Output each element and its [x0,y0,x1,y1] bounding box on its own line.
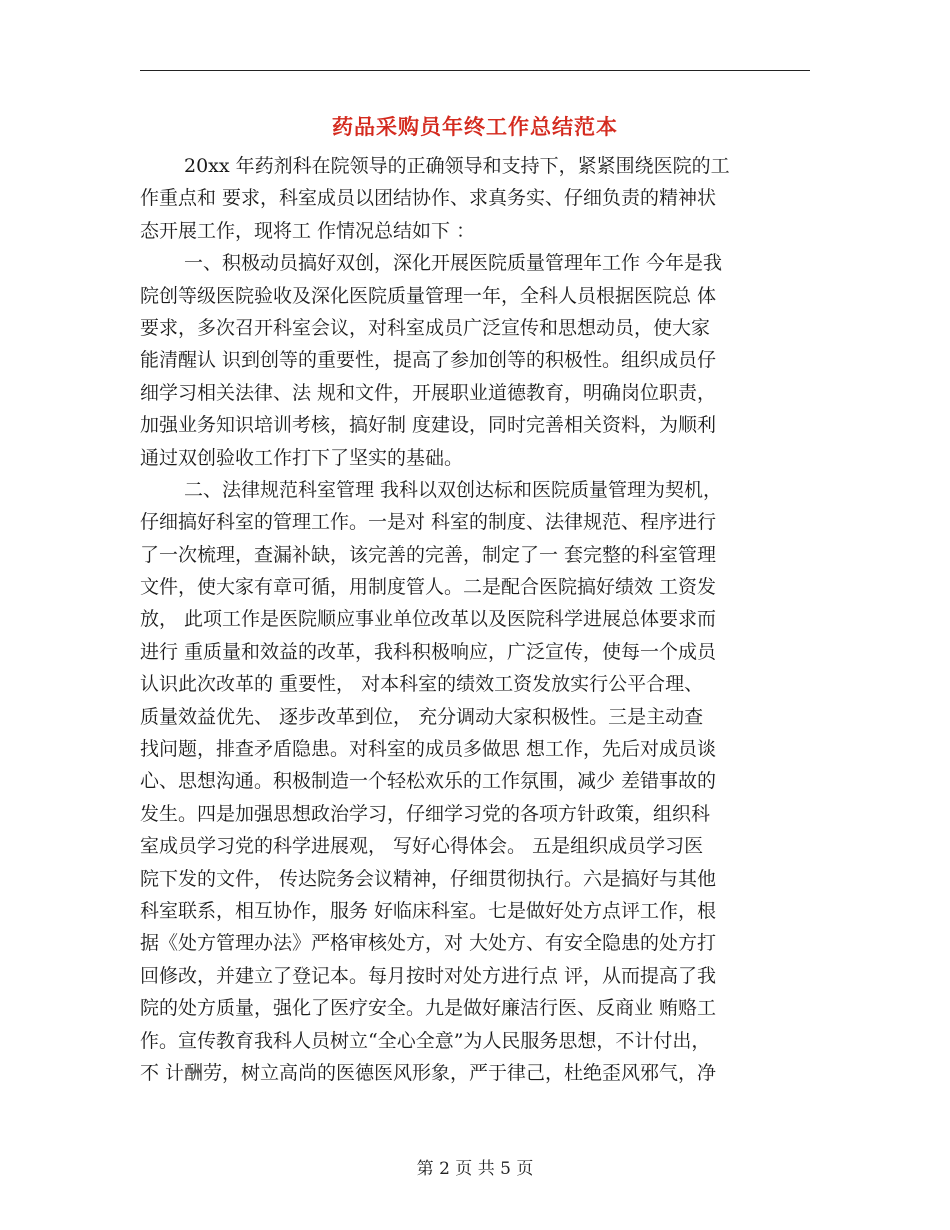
paragraph-line: 放， 此项工作是医院顺应事业单位改革以及医院科学进展总体要求而 [140,608,717,631]
paragraph-line: 仔细搞好科室的管理工作。一是对 科室的制度、法律规范、程序进行 [140,511,717,534]
paragraph-line: 20xx 年药剂科在院领导的正确领导和支持下，紧紧围绕医院的工 [184,155,730,177]
paragraph-line: 细学习相关法律、法 规和文件，开展职业道德教育，明确岗位职责， [140,381,717,404]
paragraph-line: 加强业务知识培训考核，搞好制 度建设，同时完善相关资料，为顺利 [140,414,717,437]
page-number-footer: 第 2 页 共 5 页 [416,1159,534,1179]
paragraph-line: 院下发的文件， 传达院务会议精神，仔细贯彻执行。六是搞好与其他 [140,867,717,890]
paragraph-line: 心、思想沟通。积极制造一个轻松欢乐的工作氛围，减少 差错事故的 [140,770,717,793]
paragraph-line: 二、法律规范科室管理 我科以双创达标和医院质量管理为契机， [184,478,723,501]
paragraph-line: 室成员学习党的科学进展观， 写好心得体会。 五是组织成员学习医 [140,835,704,858]
header-rule [140,70,810,71]
paragraph-line: 回修改，并建立了登记本。每月按时对处方进行点 评，从而提高了我 [140,964,717,987]
paragraph-line: 能清醒认 识到创等的重要性，提高了参加创等的积极性。组织成员仔 [140,349,717,372]
paragraph-line: 质量效益优先、 逐步改革到位， 充分调动大家积极性。三是主动查 [140,705,704,728]
paragraph-line: 一、积极动员搞好双创，深化开展医院质量管理年工作 今年是我 [184,252,723,275]
paragraph-line: 通过双创验收工作打下了坚实的基础。 [140,446,464,469]
paragraph-line: 作重点和 要求，科室成员以团结协作、求真务实、仔细负责的精神状 [140,187,717,210]
paragraph-line: 了一次梳理，查漏补缺，该完善的完善，制定了一 套完整的科室管理 [140,543,717,566]
document-title: 药品采购员年终工作总结范本 [332,114,618,139]
paragraph-line: 科室联系，相互协作，服务 好临床科室。七是做好处方点评工作，根 [140,899,717,922]
paragraph-line: 找问题，排查矛盾隐患。对科室的成员多做思 想工作，先后对成员谈 [140,738,717,761]
paragraph-line: 作。宣传教育我科人员树立“全心全意”为人民服务思想，不计付出， [140,1029,711,1052]
paragraph-line: 据《处方管理办法》严格审核处方，对 大处方、有安全隐患的处方打 [140,932,717,955]
paragraph-line: 进行 重质量和效益的改革，我科积极响应，广泛宣传，使每一个成员 [140,640,717,663]
paragraph-line: 发生。四是加强思想政治学习，仔细学习党的各项方针政策，组织科 [140,802,711,825]
paragraph-line: 文件，使大家有章可循，用制度管人。二是配合医院搞好绩效 工资发 [140,576,717,599]
paragraph-line: 不 计酬劳，树立高尚的医德医风形象，严于律己，杜绝歪风邪气，净 [140,1061,717,1084]
paragraph-line: 态开展工作，现将工 作情况总结如下 ： [140,219,476,242]
paragraph-line: 院的处方质量，强化了医疗安全。九是做好廉洁行医、反商业 贿赂工 [140,997,717,1020]
paragraph-line: 院创等级医院验收及深化医院质量管理一年，全科人员根据医院总 体 [140,284,717,307]
paragraph-line: 认识此次改革的 重要性， 对本科室的绩效工资发放实行公平合理、 [140,673,704,696]
paragraph-line: 要求，多次召开科室会议，对科室成员广泛宣传和思想动员，使大家 [140,316,711,339]
document-body [140,150,810,1089]
